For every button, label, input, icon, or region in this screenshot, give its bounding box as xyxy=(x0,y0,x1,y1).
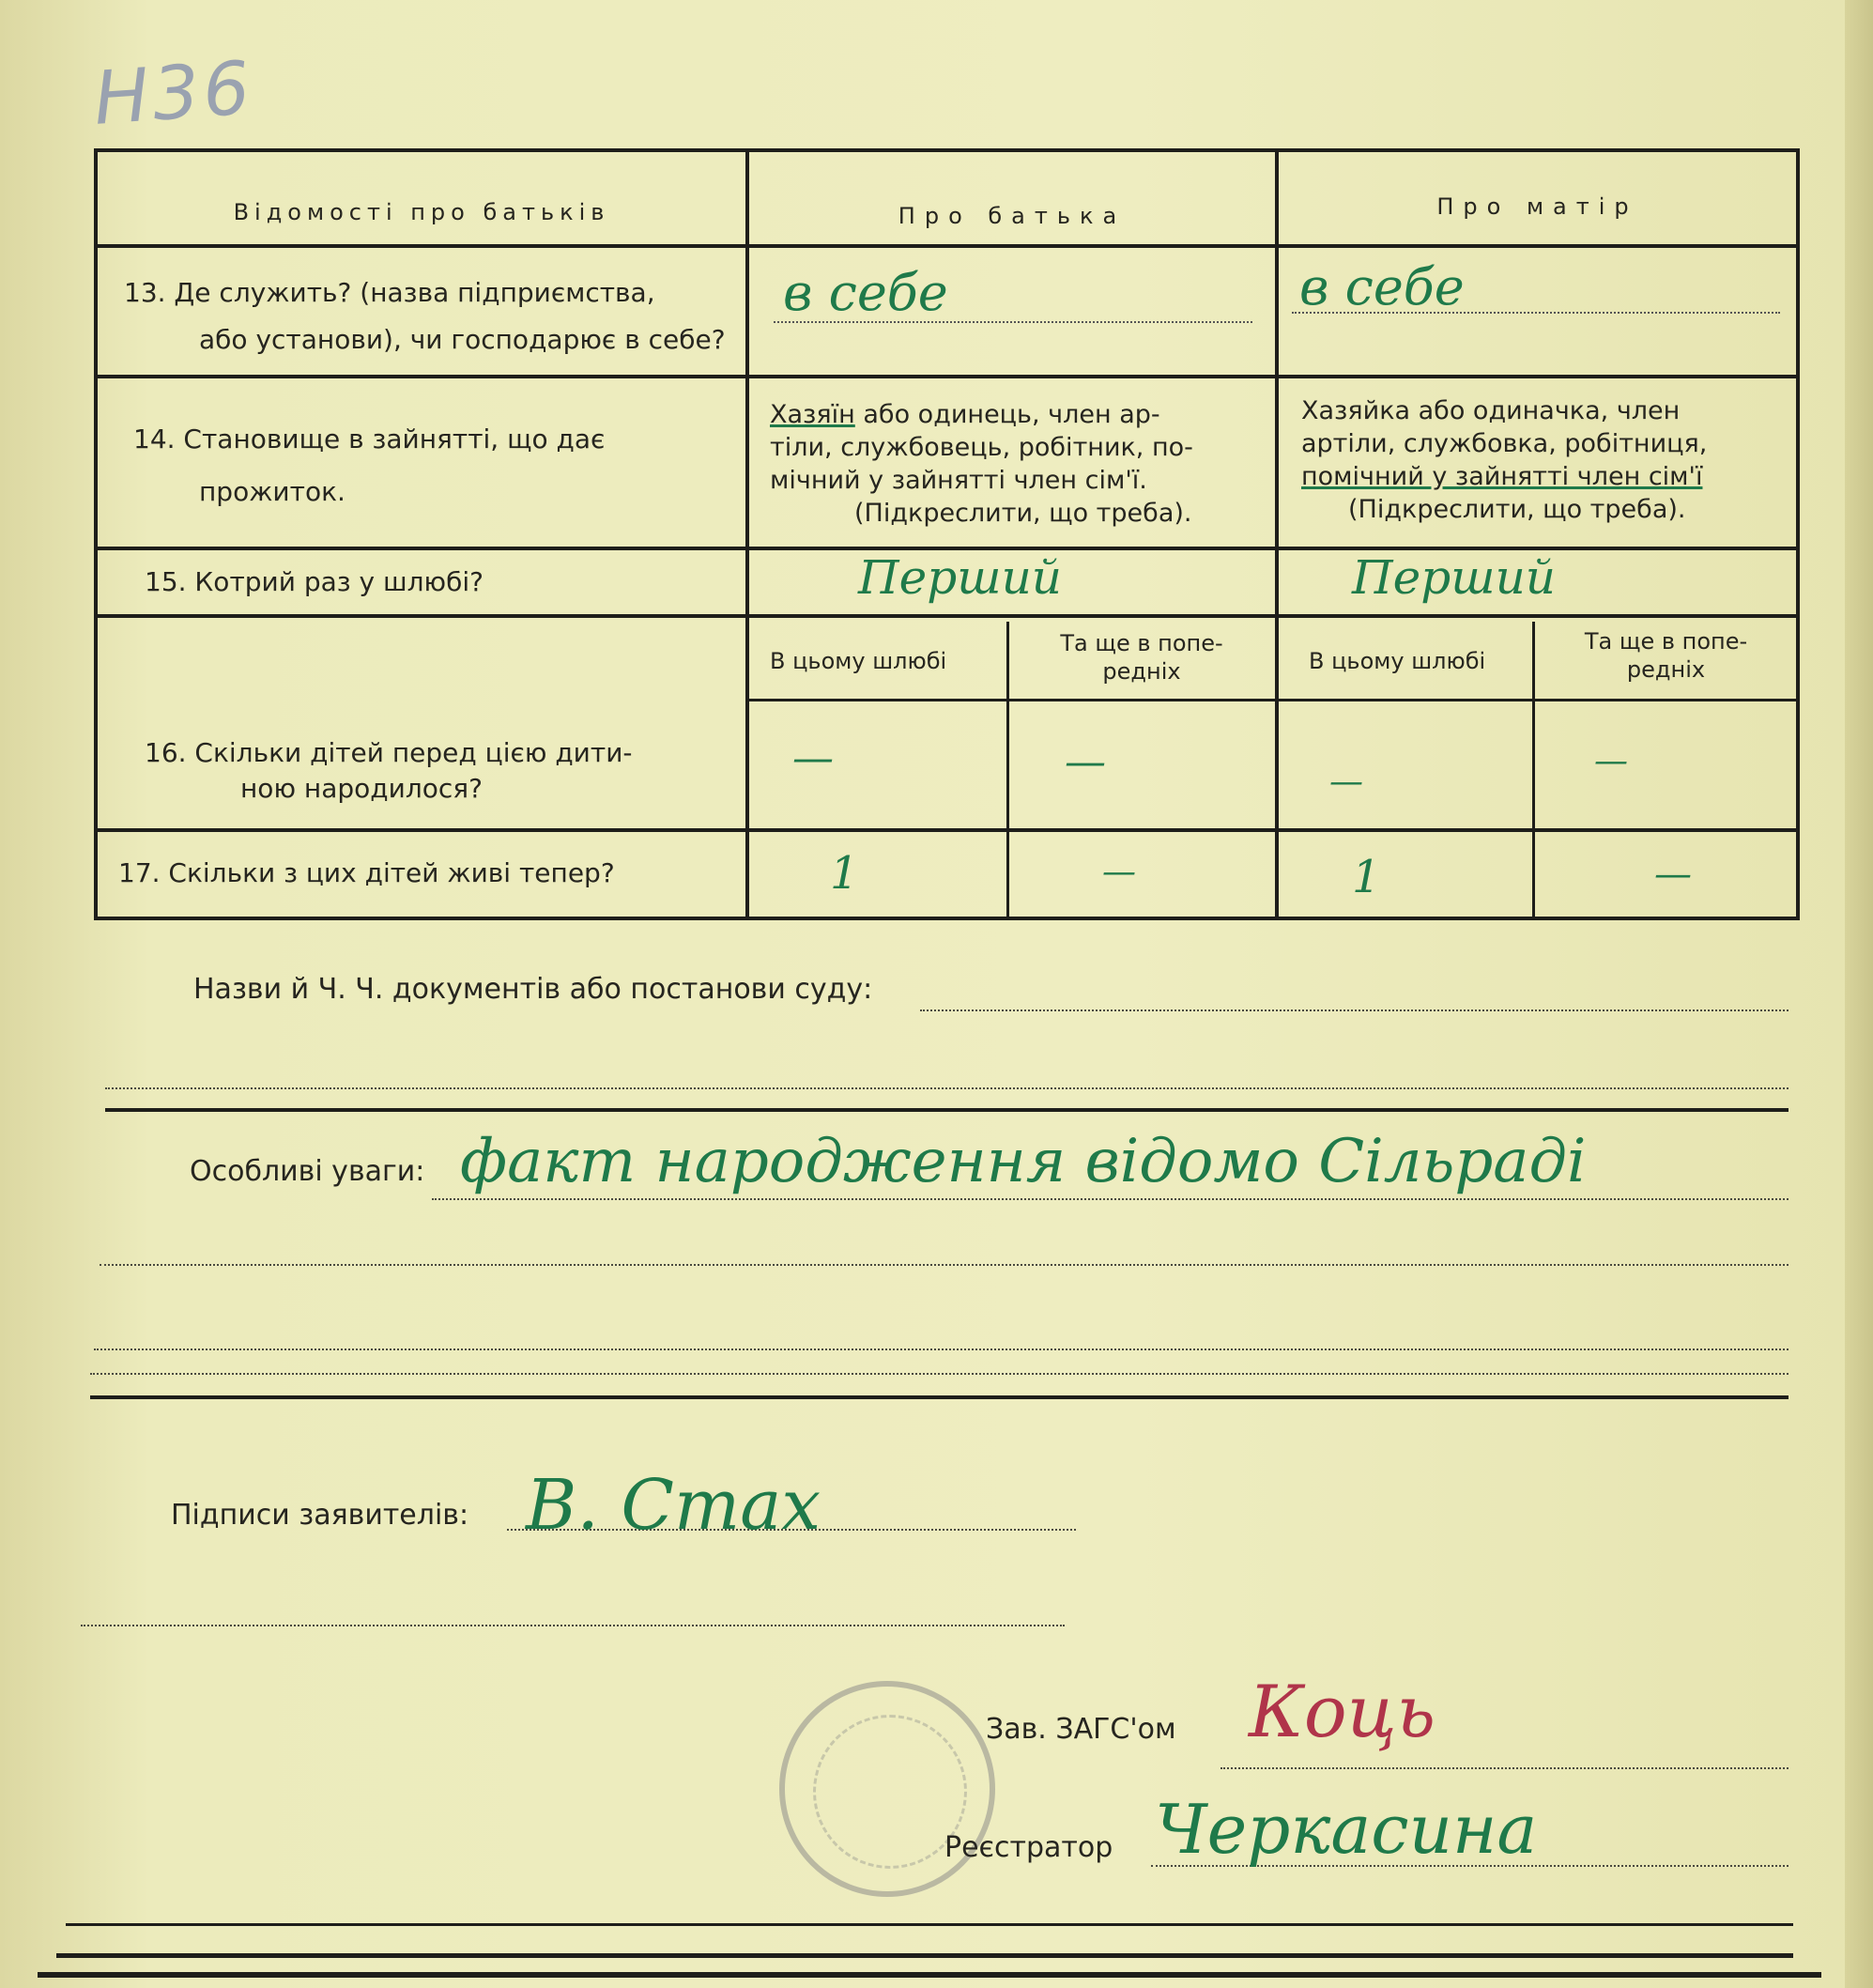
row14-mother-options xyxy=(1301,394,1789,526)
parents-info-table xyxy=(94,148,1800,920)
row13-label-line1: 13. Де служить? (назва підприємства, xyxy=(124,277,655,308)
row16-mother-current: — xyxy=(1329,763,1363,801)
documents-label: Назви й Ч. Ч. документів або постанови суду: xyxy=(193,973,873,1006)
row14-mother-line4: (Підкреслити, що треба). xyxy=(1348,495,1686,524)
notes-line-2 xyxy=(100,1264,1789,1266)
row15-mother-value: Перший xyxy=(1352,550,1556,605)
row14-father-line2: тіли, службовець, робітник, по- xyxy=(770,433,1193,462)
row13-father-value: в себе xyxy=(783,263,948,322)
subcol-divider-mother xyxy=(1532,622,1535,920)
row-line-16 xyxy=(98,828,1796,832)
row13-label-line2: або установи), чи господарює в себе? xyxy=(199,324,726,355)
row14-father-line4: (Підкреслити, що треба). xyxy=(854,499,1192,528)
row14-mother-line2: артіли, службовка, робітниця, xyxy=(1301,429,1708,458)
notes-line-1 xyxy=(432,1198,1789,1200)
row14-father-line3: мічний у зайнятті член сім'ї. xyxy=(770,466,1147,495)
applicants-label: Підписи заявителів: xyxy=(171,1499,469,1532)
row14-mother-line1: Хазяйка або одиначка, член xyxy=(1301,396,1681,425)
bottom-rule-1 xyxy=(66,1923,1793,1926)
official-stamp xyxy=(779,1681,995,1897)
row16-mother-previous: — xyxy=(1594,742,1628,780)
notes-line-4 xyxy=(90,1373,1789,1375)
row16-father-sub-previous xyxy=(1010,629,1273,686)
notes-label: Особливі уваги: xyxy=(190,1155,425,1188)
documents-line-2 xyxy=(105,1087,1789,1089)
col-divider-2 xyxy=(1275,152,1279,920)
registrar-label: Реєстратор xyxy=(944,1831,1113,1864)
zags-head-signature: Коць xyxy=(1249,1670,1435,1753)
registrar-signature: Черкасина xyxy=(1155,1790,1538,1869)
row16-father-current: — xyxy=(792,734,834,782)
row13-mother-value: в себе xyxy=(1299,257,1465,316)
notes-rule xyxy=(90,1395,1789,1399)
row16-mother-sub-current: В цьому шлюбі xyxy=(1309,648,1486,674)
row16-label-line1: 16. Скільки дітей перед цією дити- xyxy=(145,737,633,768)
notes-line-3 xyxy=(94,1348,1789,1350)
subcol-divider-father xyxy=(1006,622,1009,920)
paper-edge xyxy=(1845,0,1873,1988)
row14-label-line2: прожиток. xyxy=(199,476,345,507)
row14-label-line1: 14. Становище в зайнятті, що дає xyxy=(133,424,606,455)
zags-head-label: Зав. ЗАГС'ом xyxy=(986,1713,1176,1746)
header-col-parents-info: Відомості про батьків xyxy=(233,199,610,225)
row15-father-value: Перший xyxy=(858,550,1062,605)
documents-line-1 xyxy=(920,1009,1789,1011)
archive-number: Н36 xyxy=(91,46,256,142)
row17-father-previous: — xyxy=(1102,853,1136,891)
row16-father-previous: — xyxy=(1065,738,1106,786)
row16-father-sub-previous-line1: Та ще в попе- xyxy=(1060,630,1223,656)
row16-mother-sub-previous xyxy=(1536,627,1796,684)
col-divider-1 xyxy=(745,152,749,920)
zags-head-line xyxy=(1221,1767,1789,1769)
documents-rule xyxy=(105,1108,1789,1112)
row-line-header xyxy=(98,244,1796,248)
applicants-signature: В. Стах xyxy=(526,1465,821,1546)
row14-father-underlined: Хазяїн xyxy=(770,400,855,429)
row16-father-sub-previous-line2: редніх xyxy=(1102,658,1181,685)
row-line-16-sub xyxy=(745,699,1796,701)
header-col-father: Про батька xyxy=(898,203,1127,229)
notes-value: факт народження відомо Сільраді xyxy=(460,1127,1587,1196)
row15-label: 15. Котрий раз у шлюбі? xyxy=(145,566,484,597)
row16-label-line2: ною народилося? xyxy=(240,773,483,804)
row16-mother-sub-previous-line2: редніх xyxy=(1626,656,1706,683)
row16-mother-sub-previous-line1: Та ще в попе- xyxy=(1584,628,1748,655)
row14-father-line1-rest: або одинець, член ар- xyxy=(854,400,1160,429)
row14-mother-underlined: помічний у зайнятті член сім'ї xyxy=(1301,462,1703,491)
row17-father-current: 1 xyxy=(830,847,859,900)
header-col-mother: Про матір xyxy=(1436,193,1638,220)
row-line-15 xyxy=(98,614,1796,618)
row16-father-sub-current: В цьому шлюбі xyxy=(770,648,947,674)
row17-label: 17. Скільки з цих дітей живі тепер? xyxy=(118,857,615,888)
bottom-rule-3 xyxy=(38,1972,1821,1978)
row17-mother-current: 1 xyxy=(1352,851,1381,903)
row17-mother-previous: — xyxy=(1654,853,1692,896)
bottom-rule-2 xyxy=(56,1953,1793,1958)
row-line-13 xyxy=(98,375,1796,378)
row14-father-options xyxy=(770,398,1267,530)
applicants-line-2 xyxy=(81,1625,1065,1626)
